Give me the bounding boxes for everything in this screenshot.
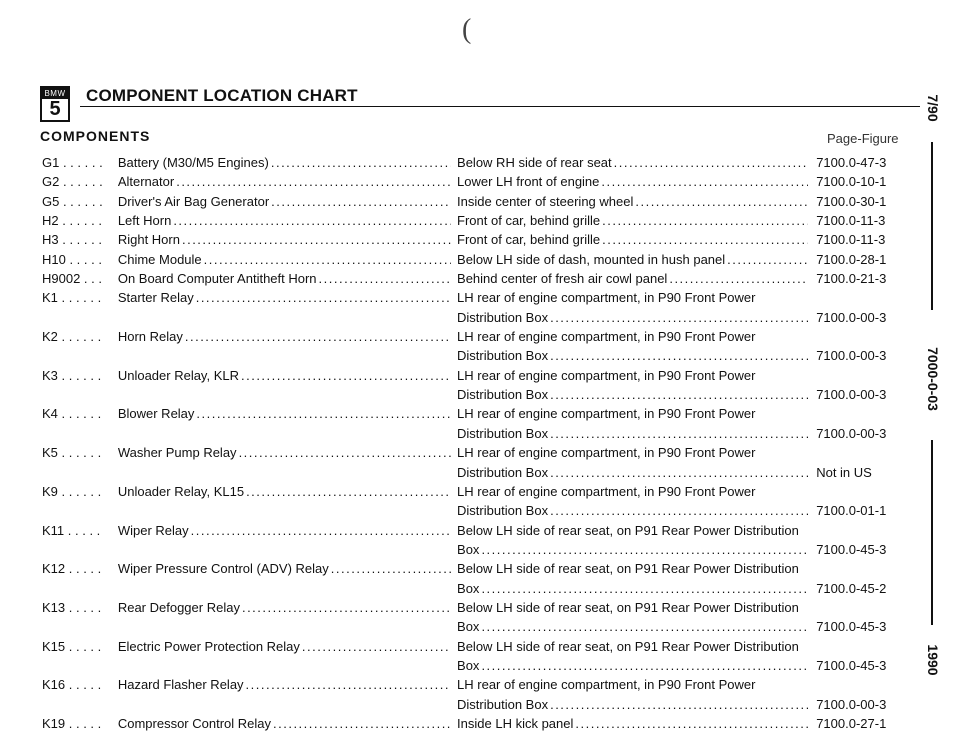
location-cell bbox=[457, 579, 814, 598]
component-code: K1 . . . . . . bbox=[42, 290, 102, 306]
component-code: K5 . . . . . . bbox=[42, 445, 102, 461]
page-figure: Not in US bbox=[816, 464, 872, 480]
component-code: K2 . . . . . . bbox=[42, 329, 102, 345]
dot-leader bbox=[196, 288, 451, 307]
component-name-empty bbox=[118, 540, 457, 559]
page-figure: 7100.0-47-3 bbox=[816, 155, 887, 170]
location-cell bbox=[457, 327, 814, 346]
component-code: K9 . . . . . . bbox=[42, 483, 102, 499]
component-name: Alternator bbox=[117, 174, 175, 190]
page-figure-header: Page-Figure bbox=[827, 131, 899, 146]
component-name: Blower Relay bbox=[117, 406, 195, 422]
page-figure: 7100.0-28-1 bbox=[816, 251, 887, 267]
dot-leader bbox=[669, 269, 808, 288]
dot-leader bbox=[614, 153, 809, 172]
table-row-continuation bbox=[42, 463, 902, 482]
page-figure: 7100.0-30-1 bbox=[816, 193, 887, 209]
page-figure: 7100.0-45-3 bbox=[816, 657, 887, 673]
component-name-empty bbox=[118, 695, 457, 714]
dot-leader bbox=[481, 656, 808, 675]
component-name: Washer Pump Relay bbox=[117, 445, 237, 461]
component-name-cell bbox=[118, 598, 457, 617]
component-name-cell bbox=[118, 559, 457, 578]
dot-leader bbox=[602, 211, 808, 230]
component-code-empty bbox=[42, 463, 118, 482]
sidebar-date: 7/90 bbox=[925, 94, 941, 122]
component-name: Unloader Relay, KLR bbox=[117, 367, 239, 383]
page-figure-empty bbox=[814, 327, 902, 346]
component-name: Compressor Control Relay bbox=[117, 715, 271, 731]
table-row bbox=[42, 637, 902, 656]
component-name-cell bbox=[118, 404, 457, 423]
location-cell bbox=[457, 675, 814, 694]
component-code: G2 . . . . . . bbox=[42, 174, 103, 190]
location-text: Below LH side of rear seat, on P91 Rear Power Distribution bbox=[457, 561, 799, 577]
component-name-cell bbox=[118, 153, 457, 172]
page-figure: 7100.0-00-3 bbox=[816, 309, 887, 325]
location-cell bbox=[457, 346, 814, 365]
dot-leader bbox=[550, 385, 808, 404]
location-text-continued: Distribution Box bbox=[457, 425, 549, 441]
component-code: K16 . . . . . bbox=[42, 677, 102, 693]
location-text: Front of car, behind grille bbox=[457, 232, 601, 248]
component-name-cell bbox=[118, 675, 457, 694]
location-cell bbox=[457, 269, 814, 288]
table-row bbox=[42, 153, 902, 172]
location-text-continued: Distribution Box bbox=[457, 696, 549, 712]
component-code: G1 . . . . . . bbox=[42, 155, 103, 170]
table-row bbox=[42, 288, 902, 307]
component-name-cell bbox=[118, 327, 457, 346]
location-text-continued: Distribution Box bbox=[457, 464, 549, 480]
dot-leader bbox=[182, 230, 451, 249]
component-name-empty bbox=[118, 308, 457, 327]
dot-leader bbox=[550, 308, 808, 327]
component-name-cell bbox=[118, 714, 457, 733]
sidebar-divider bbox=[931, 440, 933, 625]
location-cell bbox=[457, 211, 814, 230]
component-code: K11 . . . . . bbox=[42, 522, 101, 538]
location-text-continued: Distribution Box bbox=[457, 387, 549, 403]
location-text: Below LH side of rear seat, on P91 Rear Power Distribution bbox=[457, 638, 799, 654]
dot-leader bbox=[196, 404, 451, 423]
dot-leader bbox=[550, 501, 808, 520]
component-name: Left Horn bbox=[117, 213, 172, 229]
location-text: Below RH side of rear seat bbox=[457, 155, 612, 170]
component-code-empty bbox=[42, 540, 118, 559]
page-figure-empty bbox=[814, 404, 902, 423]
dot-leader bbox=[635, 192, 808, 211]
sidebar-year: 1990 bbox=[925, 644, 941, 676]
page-figure: 7100.0-00-3 bbox=[816, 696, 887, 712]
table-row bbox=[42, 443, 902, 462]
location-cell bbox=[457, 463, 814, 482]
component-name-empty bbox=[118, 385, 457, 404]
dot-leader bbox=[273, 714, 451, 733]
location-cell bbox=[457, 288, 814, 307]
logo-series: 5 bbox=[49, 98, 61, 120]
page-figure: 7100.0-45-3 bbox=[816, 619, 887, 635]
location-cell bbox=[457, 153, 814, 172]
location-cell bbox=[457, 308, 814, 327]
location-cell bbox=[457, 250, 814, 269]
location-text-continued: Box bbox=[457, 541, 480, 557]
component-name: Right Horn bbox=[117, 232, 180, 248]
bmw-5-series-logo bbox=[40, 86, 70, 122]
component-code: K4 . . . . . . bbox=[42, 406, 102, 422]
component-code: K13 . . . . . bbox=[42, 599, 102, 615]
component-name-cell bbox=[118, 366, 457, 385]
component-name-empty bbox=[118, 463, 457, 482]
location-cell bbox=[457, 540, 814, 559]
page-figure: 7100.0-45-3 bbox=[816, 541, 887, 557]
dot-leader bbox=[601, 172, 808, 191]
location-text: Below LH side of rear seat, on P91 Rear Power Distribution bbox=[457, 599, 799, 615]
location-cell bbox=[457, 637, 814, 656]
table-row bbox=[42, 404, 902, 423]
page-figure: 7100.0-21-3 bbox=[816, 271, 887, 287]
location-text: LH rear of engine compartment, in P90 Front Power bbox=[457, 445, 756, 461]
dot-leader bbox=[176, 172, 451, 191]
table-row bbox=[42, 211, 902, 230]
location-text-continued: Box bbox=[457, 580, 480, 596]
table-row bbox=[42, 230, 902, 249]
component-name-empty bbox=[118, 617, 457, 636]
dot-leader bbox=[602, 230, 808, 249]
location-text-continued: Distribution Box bbox=[457, 309, 549, 325]
component-name-cell bbox=[118, 192, 457, 211]
page-figure: 7100.0-10-1 bbox=[816, 174, 887, 190]
location-cell bbox=[457, 521, 814, 540]
location-text-continued: Box bbox=[457, 619, 480, 635]
location-cell bbox=[457, 617, 814, 636]
location-cell bbox=[457, 501, 814, 520]
page-figure: 7100.0-01-1 bbox=[816, 503, 887, 519]
component-name-cell bbox=[118, 230, 457, 249]
component-code: K19 . . . . . bbox=[42, 715, 102, 731]
table-row-continuation bbox=[42, 424, 902, 443]
location-cell bbox=[457, 695, 814, 714]
component-name-empty bbox=[118, 346, 457, 365]
component-name-cell bbox=[118, 443, 457, 462]
component-name-cell bbox=[118, 211, 457, 230]
location-text: LH rear of engine compartment, in P90 Front Power bbox=[457, 329, 756, 345]
dot-leader bbox=[550, 463, 808, 482]
location-text: LH rear of engine compartment, in P90 Front Power bbox=[457, 367, 756, 383]
location-cell bbox=[457, 366, 814, 385]
page-figure: 7100.0-00-3 bbox=[816, 387, 887, 403]
component-name: Starter Relay bbox=[117, 290, 194, 306]
component-code: H3 . . . . . . bbox=[42, 232, 102, 248]
table-row bbox=[42, 714, 902, 733]
component-code-empty bbox=[42, 385, 118, 404]
location-cell bbox=[457, 443, 814, 462]
page-figure-empty bbox=[814, 288, 902, 307]
table-row-continuation bbox=[42, 346, 902, 365]
location-cell bbox=[457, 404, 814, 423]
location-cell bbox=[457, 482, 814, 501]
component-name-cell bbox=[118, 637, 457, 656]
component-code-empty bbox=[42, 579, 118, 598]
location-cell bbox=[457, 714, 814, 733]
location-cell bbox=[457, 230, 814, 249]
component-name: Wiper Relay bbox=[117, 522, 189, 538]
dot-leader bbox=[319, 269, 451, 288]
component-code-empty bbox=[42, 695, 118, 714]
component-code: G5 . . . . . . bbox=[42, 193, 103, 209]
location-cell bbox=[457, 424, 814, 443]
location-text-continued: Box bbox=[457, 657, 480, 673]
location-cell bbox=[457, 192, 814, 211]
page-figure-empty bbox=[814, 443, 902, 462]
section-label: COMPONENTS bbox=[40, 128, 151, 144]
location-text: LH rear of engine compartment, in P90 Front Power bbox=[457, 406, 756, 422]
page-figure: 7100.0-45-2 bbox=[816, 580, 887, 596]
dot-leader bbox=[727, 250, 808, 269]
component-code: H9002 . . . bbox=[42, 271, 102, 287]
page-figure: 7100.0-00-3 bbox=[816, 348, 887, 364]
component-name-empty bbox=[118, 424, 457, 443]
component-code-empty bbox=[42, 501, 118, 520]
dot-leader bbox=[239, 443, 451, 462]
component-name-cell bbox=[118, 250, 457, 269]
dot-leader bbox=[481, 540, 808, 559]
page-figure-empty bbox=[814, 482, 902, 501]
component-name: Driver's Air Bag Generator bbox=[117, 193, 270, 209]
location-text: LH rear of engine compartment, in P90 Front Power bbox=[457, 483, 756, 499]
component-name-cell bbox=[118, 482, 457, 501]
sidebar-divider bbox=[931, 142, 933, 310]
table-row bbox=[42, 172, 902, 191]
component-name: Hazard Flasher Relay bbox=[117, 677, 244, 693]
location-text: Below LH side of rear seat, on P91 Rear Power Distribution bbox=[457, 522, 799, 538]
component-list bbox=[42, 153, 902, 733]
title-rule bbox=[80, 106, 920, 107]
component-code: H10 . . . . . bbox=[42, 251, 102, 267]
dot-leader bbox=[204, 250, 451, 269]
component-name-cell bbox=[118, 269, 457, 288]
table-row bbox=[42, 675, 902, 694]
component-name: Battery (M30/M5 Engines) bbox=[117, 155, 269, 170]
page-figure: 7100.0-11-3 bbox=[816, 232, 886, 248]
location-cell bbox=[457, 598, 814, 617]
dot-leader bbox=[173, 211, 451, 230]
component-code-empty bbox=[42, 346, 118, 365]
table-row-continuation bbox=[42, 540, 902, 559]
component-name-empty bbox=[118, 501, 457, 520]
table-row-continuation bbox=[42, 385, 902, 404]
page-figure-empty bbox=[814, 675, 902, 694]
dot-leader bbox=[302, 637, 451, 656]
table-row bbox=[42, 521, 902, 540]
logo-brand: BMW bbox=[42, 88, 68, 99]
page-figure-empty bbox=[814, 366, 902, 385]
component-code-empty bbox=[42, 308, 118, 327]
dot-leader bbox=[575, 714, 808, 733]
page-sidebar bbox=[918, 80, 948, 680]
page-figure-empty bbox=[814, 637, 902, 656]
table-row-continuation bbox=[42, 308, 902, 327]
location-text-continued: Distribution Box bbox=[457, 503, 549, 519]
header bbox=[40, 86, 920, 124]
component-name: Wiper Pressure Control (ADV) Relay bbox=[117, 561, 329, 577]
location-text: Below LH side of dash, mounted in hush panel bbox=[457, 251, 726, 267]
location-text-continued: Distribution Box bbox=[457, 348, 549, 364]
component-code-empty bbox=[42, 617, 118, 636]
sidebar-section: 7000-0-03 bbox=[925, 347, 941, 411]
dot-leader bbox=[550, 695, 808, 714]
page-figure-empty bbox=[814, 559, 902, 578]
location-text: Behind center of fresh air cowl panel bbox=[457, 271, 668, 287]
table-row-continuation bbox=[42, 656, 902, 675]
dot-leader bbox=[481, 579, 808, 598]
table-row bbox=[42, 366, 902, 385]
table-row bbox=[42, 598, 902, 617]
component-name-cell bbox=[118, 288, 457, 307]
location-text: LH rear of engine compartment, in P90 Front Power bbox=[457, 677, 756, 693]
table-row bbox=[42, 327, 902, 346]
location-text: Front of car, behind grille bbox=[457, 213, 601, 229]
component-name: Horn Relay bbox=[117, 329, 183, 345]
scan-mark: ( bbox=[462, 14, 472, 45]
component-code-empty bbox=[42, 656, 118, 675]
component-name-empty bbox=[118, 579, 457, 598]
table-row bbox=[42, 482, 902, 501]
table-row-continuation bbox=[42, 579, 902, 598]
dot-leader bbox=[271, 192, 451, 211]
location-cell bbox=[457, 172, 814, 191]
dot-leader bbox=[246, 482, 451, 501]
component-name-cell bbox=[118, 172, 457, 191]
location-text: Inside center of steering wheel bbox=[457, 193, 634, 209]
page-title: COMPONENT LOCATION CHART bbox=[86, 86, 358, 105]
dot-leader bbox=[550, 346, 808, 365]
dot-leader bbox=[241, 366, 451, 385]
component-name: Electric Power Protection Relay bbox=[117, 638, 300, 654]
component-name: Rear Defogger Relay bbox=[117, 599, 240, 615]
dot-leader bbox=[242, 598, 451, 617]
dot-leader bbox=[185, 327, 451, 346]
component-code: H2 . . . . . . bbox=[42, 213, 102, 229]
location-cell bbox=[457, 656, 814, 675]
dot-leader bbox=[246, 675, 451, 694]
page-figure: 7100.0-27-1 bbox=[816, 715, 887, 731]
dot-leader bbox=[331, 559, 451, 578]
location-text: Lower LH front of engine bbox=[457, 174, 600, 190]
component-name: Chime Module bbox=[117, 251, 202, 267]
table-row bbox=[42, 250, 902, 269]
component-code: K3 . . . . . . bbox=[42, 367, 102, 383]
table-row-continuation bbox=[42, 501, 902, 520]
page-figure: 7100.0-11-3 bbox=[816, 213, 886, 229]
component-name-cell bbox=[118, 521, 457, 540]
table-row bbox=[42, 192, 902, 211]
component-name-empty bbox=[118, 656, 457, 675]
table-row bbox=[42, 269, 902, 288]
dot-leader bbox=[191, 521, 451, 540]
dot-leader bbox=[550, 424, 808, 443]
dot-leader bbox=[271, 153, 451, 172]
dot-leader bbox=[481, 617, 808, 636]
component-name: On Board Computer Antitheft Horn bbox=[117, 271, 317, 287]
page-figure-empty bbox=[814, 598, 902, 617]
component-name: Unloader Relay, KL15 bbox=[117, 483, 245, 499]
location-cell bbox=[457, 559, 814, 578]
component-code: K15 . . . . . bbox=[42, 638, 102, 654]
table-row-continuation bbox=[42, 617, 902, 636]
location-cell bbox=[457, 385, 814, 404]
table-row-continuation bbox=[42, 695, 902, 714]
component-code-empty bbox=[42, 424, 118, 443]
page-figure-empty bbox=[814, 521, 902, 540]
table-row bbox=[42, 559, 902, 578]
location-text: Inside LH kick panel bbox=[457, 715, 574, 731]
page-figure: 7100.0-00-3 bbox=[816, 425, 887, 441]
component-code: K12 . . . . . bbox=[42, 561, 102, 577]
location-text: LH rear of engine compartment, in P90 Front Power bbox=[457, 290, 756, 306]
